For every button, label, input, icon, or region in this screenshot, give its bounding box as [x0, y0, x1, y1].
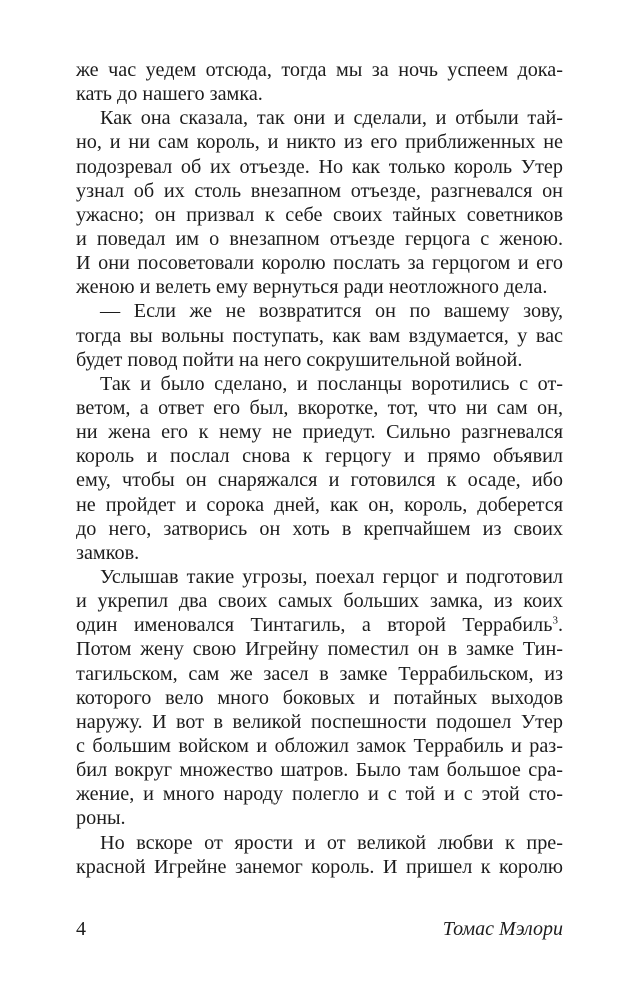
text-line	[76, 130, 563, 154]
text-line-content: узнал об их столь внезапном отъезде, разгневался он	[76, 179, 563, 202]
text-line-content: но, и ни сам король, и никто из его приближенных не	[76, 131, 563, 154]
text-line	[76, 468, 563, 492]
text-line	[76, 493, 563, 517]
page-footer	[76, 918, 563, 944]
text-line-content: и укрепил два своих самых больших замка, из коих	[76, 590, 563, 613]
text-line	[76, 324, 563, 348]
text-line-content: тагильском, сам же засел в замке Террабильском, из	[76, 662, 563, 685]
text-line	[76, 299, 563, 323]
text-line-content: Но вскоре от ярости и от великой любви к пре-	[100, 831, 563, 854]
text-line	[76, 806, 563, 830]
text-line-content: будет повод пойти на него сокрушительной войной.	[76, 348, 523, 371]
running-head-author: Томас Мэлори	[442, 918, 563, 940]
text-line	[76, 179, 563, 203]
text-line	[76, 710, 563, 734]
text-line	[76, 855, 563, 879]
text-line	[76, 58, 563, 82]
text-line-content: роны.	[76, 807, 126, 830]
text-line	[76, 106, 563, 130]
text-line	[76, 662, 563, 686]
text-line-content: замков.	[76, 541, 140, 564]
text-line	[76, 782, 563, 806]
text-line-content: женою и велеть ему вернуться ради неотложного дела.	[76, 276, 548, 299]
text-line	[76, 251, 563, 275]
text-line-content: ему, чтобы он снаряжался и готовился к осаде, ибо	[76, 469, 563, 492]
text-line	[76, 155, 563, 179]
footnote-reference[interactable]: 3	[552, 614, 558, 627]
text-line	[76, 444, 563, 468]
text-line	[76, 82, 563, 106]
text-line-content: Услышав такие угрозы, поехал герцог и подготовил	[100, 565, 563, 588]
text-line-content: тогда вы вольны поступать, как вам вздумается, у вас	[76, 324, 563, 347]
text-line	[76, 372, 563, 396]
text-line-content: кать до нашего замка.	[76, 83, 263, 106]
text-line	[76, 613, 563, 637]
text-line	[76, 275, 563, 299]
text-line-content: ни жена его к нему не приедут. Сильно разгневался	[76, 421, 563, 444]
text-line-content: Потом жену свою Игрейну поместил он в замке Тин-	[76, 638, 563, 661]
text-line-content: бил вокруг множество шатров. Было там большое сра-	[76, 759, 563, 782]
text-line-content: наружу. И вот в великой поспешности подошел Утер	[76, 710, 563, 733]
text-line-content: которого вело много боковых и потайных выходов	[76, 686, 563, 709]
text-line-content: до него, затворись он хоть в крепчайшем из своих	[76, 517, 563, 540]
text-line	[76, 541, 563, 565]
text-line-content: и поведал им о внезапном отъезде герцога с женою.	[76, 227, 563, 250]
body-text	[76, 58, 563, 879]
text-line	[76, 758, 563, 782]
text-line-content: — Если же не возвратится он по вашему зову,	[100, 300, 563, 323]
text-line	[76, 420, 563, 444]
text-line	[76, 686, 563, 710]
text-line-content: ветом, а ответ его был, вкоротке, тот, что ни сам он,	[76, 396, 563, 419]
text-line	[76, 565, 563, 589]
text-line	[76, 589, 563, 613]
text-line-content: не пройдет и сорока дней, как он, король, доберется	[76, 493, 563, 516]
text-line-content: король и послал снова к герцогу и прямо объявил	[76, 445, 563, 468]
text-line-tail: .	[557, 614, 563, 637]
text-line-content: подозревал об их отъезде. Но как только король Утер	[76, 155, 563, 178]
page-number: 4	[76, 918, 86, 940]
text-line-content: Как она сказала, так они и сделали, и отбыли тай-	[100, 107, 563, 130]
text-line-content: с большим войском и обложил замок Террабиль и раз-	[76, 734, 563, 757]
text-line-content: красной Игрейне занемог король. И пришел к королю	[76, 855, 563, 878]
text-line	[76, 203, 563, 227]
text-line	[76, 831, 563, 855]
text-line	[76, 734, 563, 758]
text-line-content: жение, и много народу полегло и с той и с этой сто-	[76, 783, 563, 806]
text-line-content: ужасно; он призвал к себе своих тайных советников	[76, 203, 563, 226]
text-line-content: И они посоветовали королю послать за герцогом и его	[76, 252, 563, 275]
text-line-content: Так и было сделано, и посланцы воротились с от-	[100, 372, 563, 395]
text-line-content: же час уедем отсюда, тогда мы за ночь успеем дока-	[76, 59, 563, 81]
text-line	[76, 517, 563, 541]
text-line	[76, 227, 563, 251]
text-line-content: один именовался Тинтагиль, а второй Террабиль	[76, 614, 553, 637]
text-line	[76, 637, 563, 661]
text-line	[76, 396, 563, 420]
text-line	[76, 348, 563, 372]
